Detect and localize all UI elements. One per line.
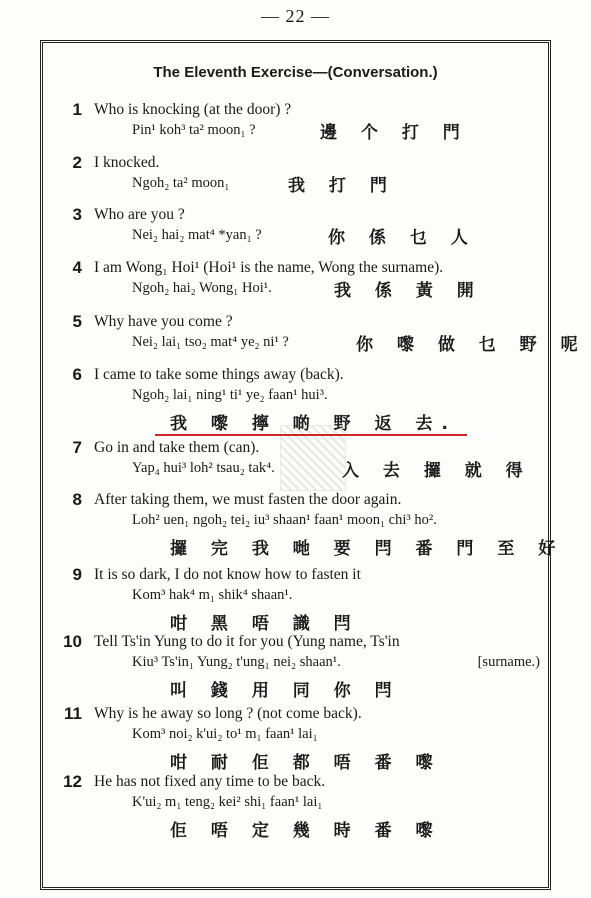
exercise-number: 10 [63, 632, 82, 651]
romanization-line: K'ui₂ m₁ teng₂ kei² shi₁ faan¹ lai₁ [132, 794, 323, 810]
chinese-line: 邊 个 打 門 [320, 123, 469, 143]
english-line: Why have you come ? [94, 313, 233, 330]
exercise-number: 6 [72, 365, 82, 384]
page-title: The Eleventh Exercise—(Conversation.) [153, 64, 438, 81]
exercise-number: 1 [72, 100, 82, 119]
exercise-number: 2 [72, 153, 82, 172]
exercise-number: 11 [64, 704, 82, 723]
exercise-number: 8 [72, 490, 82, 509]
chinese-line: 我 嚟 擰 啲 野 返 去. [170, 414, 457, 434]
chinese-line: 入 去 攞 就 得 [342, 461, 532, 481]
english-line: Who is knocking (at the door) ? [94, 101, 292, 118]
exercise-number: 7 [72, 438, 82, 457]
romanization-line: Ngoh₂ hai₂ Wong₁ Hoi¹. [132, 280, 272, 296]
chinese-line: 我 係 黃 開 [334, 281, 483, 301]
surname-note: [surname.) [477, 654, 540, 670]
chinese-line: 你 嚟 做 乜 野 呢 [356, 335, 587, 355]
chinese-line: 攞 完 我 哋 要 閂 番 門 至 好 [170, 539, 565, 559]
romanization-line: Nei₂ hai₂ mat⁴ *yan₁ ? [132, 227, 262, 243]
english-line: He has not fixed any time to be back. [94, 773, 326, 790]
romanization-line: Kom³ noi₂ k'ui₂ to¹ m₁ faan¹ lai₁ [132, 726, 318, 742]
romanization-line: Ngoh₂ ta² moon₁ [132, 175, 230, 191]
exercise-number: 9 [72, 565, 82, 584]
romanization-line: Kiu³ Ts'in₁ Yung₂ t'ung₁ nei₂ shaan¹. [132, 654, 341, 670]
exercise-number: 4 [72, 258, 82, 277]
english-line: I came to take some things away (back). [94, 366, 344, 383]
romanization-line: Yap₄ hui³ loh² tsau₂ tak⁴. [132, 460, 275, 476]
exercise-number: 3 [72, 205, 82, 224]
exercise-number: 5 [72, 312, 82, 331]
page-number: — 22 — [261, 6, 330, 26]
english-line: It is so dark, I do not know how to fasten it [94, 566, 361, 583]
chinese-line: 你 係 乜 人 [328, 228, 477, 248]
chinese-line: 咁 黑 唔 識 閂 [170, 614, 360, 634]
romanization-line: Nei₂ lai₁ tso₂ mat⁴ ye₂ ni¹ ? [132, 334, 289, 350]
english-line: I am Wong₁ Hoi¹ (Hoi¹ is the name, Wong the surname). [94, 259, 444, 276]
english-line: Who are you ? [94, 206, 185, 223]
english-line: After taking them, we must fasten the door again. [94, 491, 402, 508]
watermark-stamp [280, 425, 346, 491]
english-line: Tell Ts'in Yung to do it for you (Yung name, Ts'in [94, 633, 400, 650]
exercise-number: 12 [63, 772, 82, 791]
chinese-line: 咁 耐 佢 都 唔 番 嚟 [170, 753, 442, 773]
english-line: Go in and take them (can). [94, 439, 260, 456]
chinese-line: 佢 唔 定 幾 時 番 嚟 [170, 821, 442, 841]
romanization-line: Pin¹ koh³ ta² moon₁ ? [132, 122, 256, 138]
romanization-line: Loh² uen₁ ngoh₂ tei₂ iu³ shaan¹ faan¹ moon₁ chi³ ho². [132, 512, 437, 528]
english-line: I knocked. [94, 154, 160, 171]
romanization-line: Kom³ hak⁴ m₁ shik⁴ shaan¹. [132, 587, 293, 603]
romanization-line: Ngoh₂ lai₁ ning¹ ti¹ ye₂ faan¹ hui³. [132, 387, 328, 403]
english-line: Why is he away so long ? (not come back). [94, 705, 362, 722]
chinese-line: 我 打 門 [288, 176, 396, 196]
chinese-line: 叫 錢 用 同 你 閂 [170, 681, 401, 701]
